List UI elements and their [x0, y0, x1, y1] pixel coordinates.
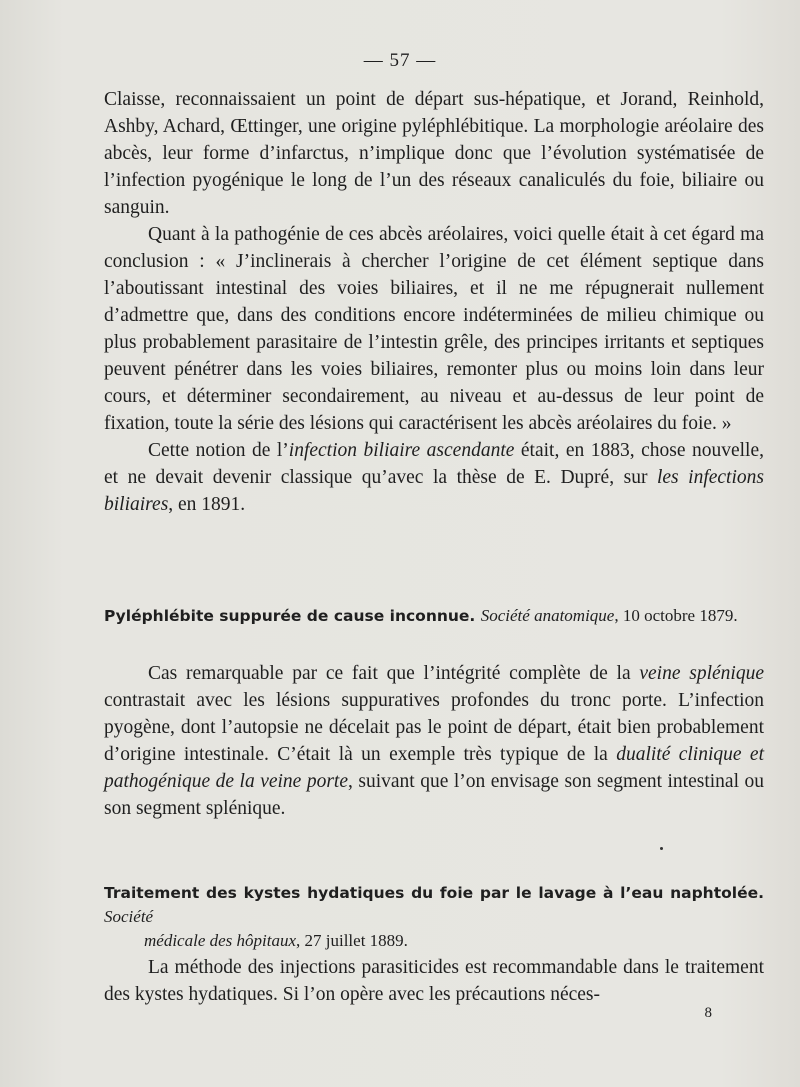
- paragraph-3: [104, 437, 764, 518]
- signature-mark: 8: [704, 1005, 712, 1021]
- section-heading-2-ref: [104, 907, 408, 950]
- text-run: La méthode des injections parasiticides est recommandable dans le traitement des kystes hydatiques. Si l’on opère avec les précautions néces-: [104, 957, 764, 1005]
- ink-dot: [660, 847, 663, 850]
- text-run: Cas remarquable par ce fait que l’intégrité complète de la: [148, 663, 640, 684]
- section-heading-2-ref-italic-1: Société: [104, 907, 154, 926]
- text-run: était, en 1883, chose nouvelle, et ne devait devenir classique qu’avec la thèse de E. Dupré, sur: [104, 440, 764, 488]
- italic-run: infection biliaire ascendante: [288, 440, 515, 461]
- text-run: Cette notion de l’: [148, 440, 289, 461]
- text-run: Quant à la pathogénie de ces abcès aréolaires, voici quelle était à cet égard ma conclusion : « J’inclinerais à chercher l’origine de cet élément septique dans l’aboutissant intestinal des voies biliaires, et il ne me répugnerait nullement d’admettre que, dans des conditions encore indéterminées de milieu chimique ou plus probablement parasitaire de l’intestin grêle, des principes irritants et septiques peuvent pénétrer dans les voies biliaires, remonter plus ou moins loin dans leur cours, et déterminer secondairement, au niveau et au-dessus de leur point de fixation, toute la série des lésions qui caractérisent les abcès aréolaires du foie. »: [104, 224, 764, 434]
- section-heading-1-title: Pyléphlébite suppurée de cause inconnue.: [104, 607, 476, 625]
- italic-run: dualité clinique et pathogénique de la veine porte: [104, 744, 765, 792]
- section-heading-2-ref-italic-2: médicale des hôpitaux: [144, 931, 297, 950]
- paragraph-4: [104, 660, 764, 822]
- italic-run: les infections biliaires: [104, 467, 764, 515]
- section-heading-1-ref: [481, 606, 738, 625]
- section-heading-2-title: Traitement des kystes hydatiques du foie par le lavage à l’eau naphtolée.: [104, 884, 764, 902]
- body-text-section-1: [104, 660, 764, 822]
- body-text-section-2: [104, 954, 764, 1008]
- section-heading-1-ref-date: , 10 octobre 1879.: [614, 606, 738, 625]
- italic-run: veine splénique: [639, 663, 764, 684]
- paragraph-5: [104, 954, 764, 1008]
- text-run: , suivant que l’on envisage son segment intestinal ou son segment splénique.: [104, 771, 764, 819]
- paragraph-1: [104, 86, 764, 221]
- body-text-top: [104, 86, 764, 518]
- page-number: — 57 —: [363, 50, 437, 71]
- text-run: , en 1891.: [168, 494, 246, 515]
- section-heading-2: [104, 881, 764, 953]
- section-heading-1-ref-italic: Société anatomique: [480, 606, 615, 625]
- text-run: contrastait avec les lésions suppuratives profondes du tronc porte. L’infection pyogène, dont l’autopsie ne décelait pas le point de départ, était bien probablement d’origine intestinale. C’était là un exemple très typique de la: [104, 690, 764, 765]
- paragraph-2: [104, 221, 764, 437]
- section-heading-1: [104, 604, 764, 628]
- section-heading-2-ref-date: , 27 juillet 1889.: [296, 931, 408, 950]
- text-run: Claisse, reconnaissaient un point de départ sus-hépatique, et Jorand, Reinhold, Ashby, Achard, Œttinger, une origine pyléphlébitique. La morphologie aréolaire des abcès, leur forme d’infarctus, n’implique donc que l’évolution systématisée de l’infection pyogénique le long de l’un des réseaux canaliculés du foie, biliaire ou sanguin.: [104, 89, 764, 218]
